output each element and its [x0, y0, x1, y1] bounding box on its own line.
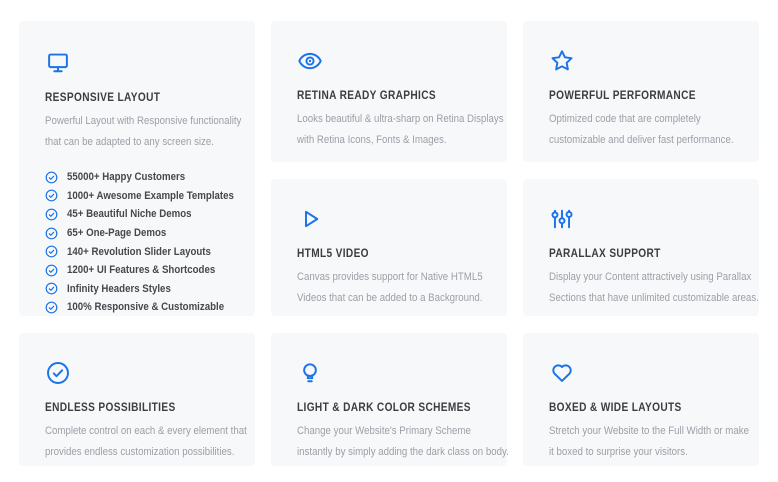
list-item [45, 205, 245, 224]
feature-title: BOXED & WIDE LAYOUTS [549, 402, 682, 414]
sliders-icon [549, 206, 749, 232]
feature-card-retina-ready-graphics [271, 21, 507, 162]
lightbulb-icon [297, 360, 497, 386]
star-icon [549, 48, 749, 74]
feature-description-line: that can be adapted to any screen size. [45, 136, 214, 148]
feature-card-responsive-layout [19, 21, 255, 316]
list-item-label: 1200+ UI Features & Shortcodes [67, 264, 216, 277]
list-item [45, 224, 245, 243]
list-item-label: 140+ Revolution Slider Layouts [67, 245, 211, 258]
feature-card-html5-video [271, 179, 507, 316]
feature-description-line: Videos that can be added to a Background. [297, 292, 483, 304]
feature-title: RESPONSIVE LAYOUT [45, 92, 161, 104]
feature-card-powerful-performance [523, 21, 759, 162]
feature-description-line: instantly by simply adding the dark class on body. [297, 446, 509, 458]
check-circle-small-icon [45, 208, 58, 221]
list-item-label: 55000+ Happy Customers [67, 171, 186, 184]
list-item [45, 168, 245, 187]
feature-card-light-dark-color-schemes [271, 333, 507, 466]
heart-icon [549, 360, 749, 386]
feature-description-line: Powerful Layout with Responsive functionality [45, 115, 242, 127]
feature-description-line: with Retina Icons, Fonts & Images. [297, 134, 447, 146]
check-circle-small-icon [45, 245, 58, 258]
play-icon [297, 206, 497, 232]
feature-description-line: it boxed to surprise your visitors. [549, 446, 688, 458]
list-item [45, 261, 245, 280]
feature-description-line: Change your Website's Primary Scheme [297, 425, 471, 437]
list-item-label: 100% Responsive & Customizable [67, 301, 225, 314]
feature-description-line: Sections that have unlimited customizable areas. [549, 292, 759, 304]
check-circle-small-icon [45, 227, 58, 240]
feature-description-line: Canvas provides support for Native HTML5 [297, 271, 483, 283]
feature-description [549, 421, 749, 463]
feature-description-line: Looks beautiful & ultra-sharp on Retina Displays [297, 113, 504, 125]
feature-title: RETINA READY GRAPHICS [297, 90, 436, 102]
feature-title: ENDLESS POSSIBILITIES [45, 402, 176, 414]
list-item [45, 298, 245, 317]
feature-description [297, 109, 504, 151]
check-circle-small-icon [45, 282, 58, 295]
feature-description [45, 111, 245, 153]
check-circle-small-icon [45, 264, 58, 277]
feature-description-line: Stretch your Website to the Full Width or make [549, 425, 749, 437]
check-circle-small-icon [45, 171, 58, 184]
feature-description-line: Display your Content attractively using Parallax [549, 271, 752, 283]
list-item-label: 1000+ Awesome Example Templates [67, 189, 234, 202]
list-item [45, 242, 245, 261]
feature-card-boxed-wide-layouts [523, 333, 759, 466]
feature-description-line: Complete control on each & every element that [45, 425, 247, 437]
list-item-label: 45+ Beautiful Niche Demos [67, 208, 192, 221]
feature-description [549, 109, 749, 151]
list-item [45, 187, 245, 206]
feature-description [297, 421, 509, 463]
feature-title: POWERFUL PERFORMANCE [549, 90, 696, 102]
list-item-label: 65+ One-Page Demos [67, 227, 167, 240]
feature-list [45, 168, 245, 317]
feature-description-line: Optimized code that are completely [549, 113, 701, 125]
feature-description [297, 267, 497, 309]
list-item-label: Infinity Headers Styles [67, 282, 171, 295]
feature-card-parallax-support [523, 179, 759, 316]
check-circle-small-icon [45, 189, 58, 202]
check-circle-icon [45, 360, 245, 386]
list-item [45, 280, 245, 299]
feature-title: LIGHT & DARK COLOR SCHEMES [297, 402, 471, 414]
feature-description [45, 421, 245, 463]
feature-title: HTML5 VIDEO [297, 248, 369, 260]
check-circle-small-icon [45, 301, 58, 314]
monitor-icon [45, 50, 245, 76]
feature-title: PARALLAX SUPPORT [549, 248, 661, 260]
feature-description-line: customizable and deliver fast performance. [549, 134, 734, 146]
feature-description-line: provides endless customization possibilities. [45, 446, 235, 458]
feature-description [549, 267, 759, 309]
eye-icon [297, 48, 497, 74]
feature-card-endless-possibilities [19, 333, 255, 466]
